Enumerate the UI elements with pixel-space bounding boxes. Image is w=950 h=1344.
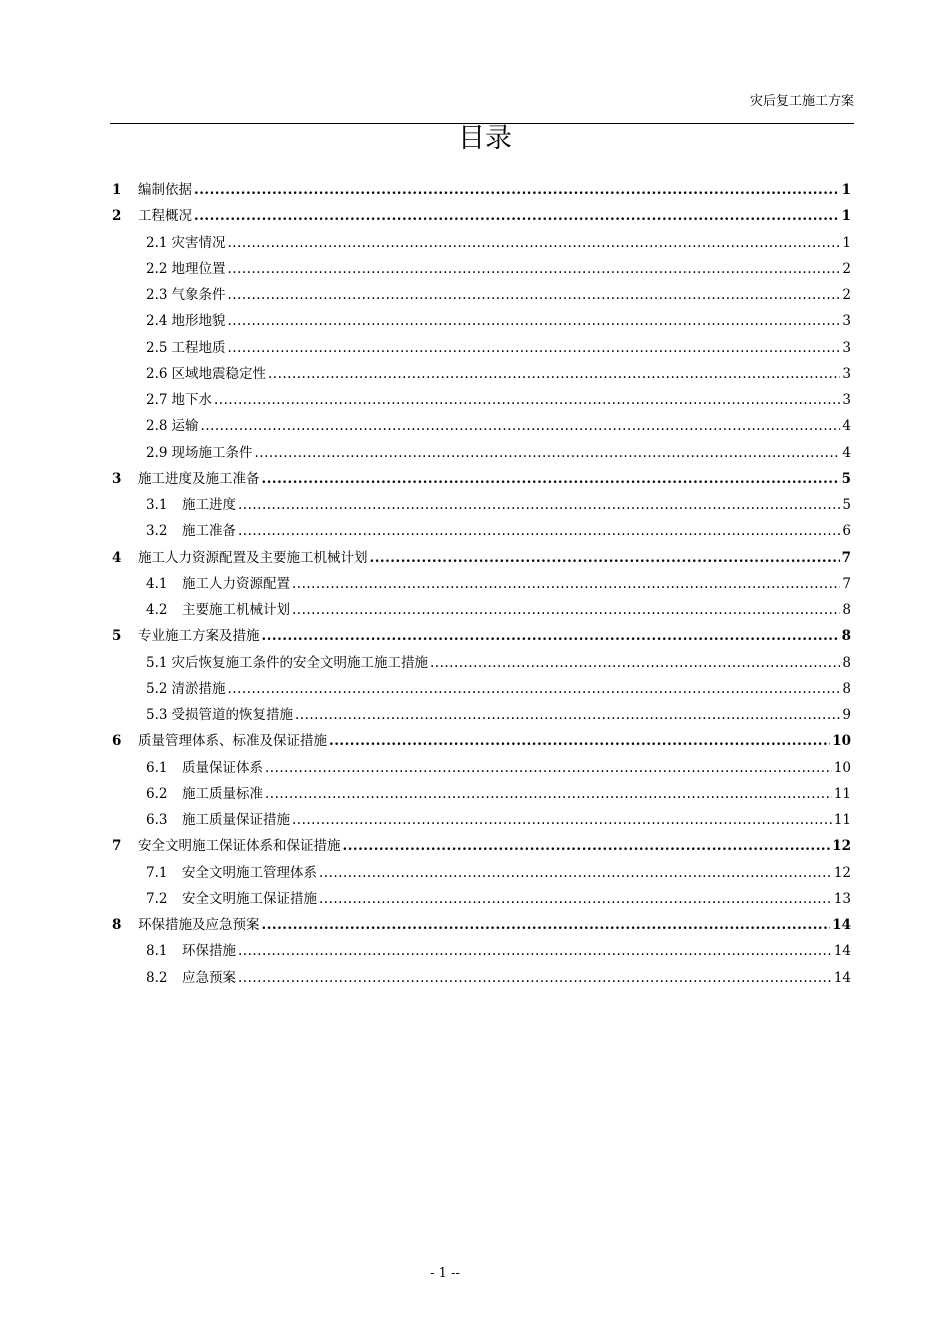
- toc-entry[interactable]: 7 安全文明施工保证体系和保证措施 ..... 12: [112, 833, 851, 859]
- table-of-contents: [112, 177, 851, 991]
- toc-subentry[interactable]: 2.2 地理位置 ..... 2: [112, 256, 851, 282]
- toc-subentry[interactable]: 6.3 施工质量保证措施 ..... 11: [112, 807, 851, 833]
- toc-subentry[interactable]: 8.2 应急预案 ..... 14: [112, 965, 851, 991]
- toc-subentry[interactable]: 3.1 施工进度 ..... 5: [112, 492, 851, 518]
- toc-entry[interactable]: 6 质量管理体系、标准及保证措施 ..... 10: [112, 728, 851, 754]
- toc-subentry[interactable]: 2.6 区域地震稳定性 ..... 3: [112, 361, 851, 387]
- toc-title: 目录: [458, 123, 512, 154]
- toc-entry[interactable]: 1 编制依据 ..... 1: [112, 177, 851, 203]
- toc-subentry[interactable]: 2.1 灾害情况 ..... 1: [112, 230, 851, 256]
- toc-subentry[interactable]: 5.1 灾后恢复施工条件的安全文明施工施工措施 ..... 8: [112, 650, 851, 676]
- toc-subentry[interactable]: 2.3 气象条件 ..... 2: [112, 282, 851, 308]
- toc-entry[interactable]: 4 施工人力资源配置及主要施工机械计划 ..... 7: [112, 545, 851, 571]
- toc-subentry[interactable]: 4.2 主要施工机械计划 ..... 8: [112, 597, 851, 623]
- toc-subentry[interactable]: 6.1 质量保证体系 ..... 10: [112, 755, 851, 781]
- toc-entry[interactable]: 3 施工进度及施工准备 ..... 5: [112, 466, 851, 492]
- toc-subentry[interactable]: 2.9 现场施工条件 ..... 4: [112, 440, 851, 466]
- toc-subentry[interactable]: 4.1 施工人力资源配置 ..... 7: [112, 571, 851, 597]
- page-number-footer: - 1 --: [430, 1266, 460, 1281]
- toc-subentry[interactable]: 2.7 地下水 ..... 3: [112, 387, 851, 413]
- toc-entry[interactable]: 5 专业施工方案及措施 ..... 8: [112, 623, 851, 649]
- toc-subentry[interactable]: 6.2 施工质量标准 ..... 11: [112, 781, 851, 807]
- toc-subentry[interactable]: 2.5 工程地质 ..... 3: [112, 335, 851, 361]
- toc-subentry[interactable]: 5.3 受损管道的恢复措施 ..... 9: [112, 702, 851, 728]
- toc-subentry[interactable]: 2.4 地形地貌 ..... 3: [112, 308, 851, 334]
- toc-entry[interactable]: 2 工程概况 ..... 1: [112, 203, 851, 229]
- toc-subentry[interactable]: 2.8 运输 ..... 4: [112, 413, 851, 439]
- toc-subentry[interactable]: 5.2 清淤措施 ..... 8: [112, 676, 851, 702]
- toc-subentry[interactable]: 7.2 安全文明施工保证措施 ..... 13: [112, 886, 851, 912]
- toc-entry[interactable]: 8 环保措施及应急预案 ..... 14: [112, 912, 851, 938]
- running-header-title: 灾后复工施工方案: [749, 94, 854, 109]
- toc-subentry[interactable]: 3.2 施工准备 ..... 6: [112, 518, 851, 544]
- toc-subentry[interactable]: 7.1 安全文明施工管理体系 ..... 12: [112, 860, 851, 886]
- toc-subentry[interactable]: 8.1 环保措施 ..... 14: [112, 938, 851, 964]
